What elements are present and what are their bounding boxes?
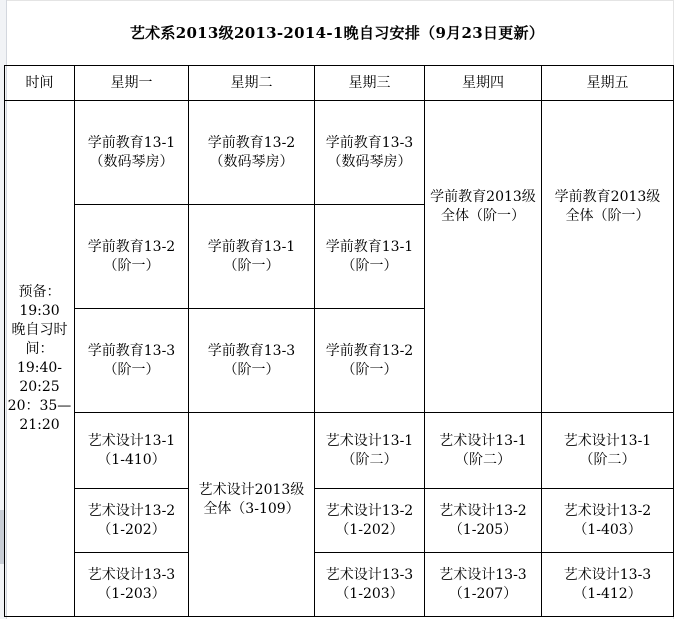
class-room: （数码琴房） xyxy=(89,153,174,170)
class-name: 艺术设计13-3 xyxy=(563,566,652,583)
cell-r3-wed[interactable] xyxy=(315,309,425,413)
cell-r4-thu[interactable] xyxy=(425,413,542,489)
cell-r1-tue[interactable] xyxy=(189,101,315,205)
cell-fri-preschool-merged[interactable] xyxy=(542,101,674,413)
class-room: 全体（阶一） xyxy=(565,207,650,224)
class-room: 全体（阶一） xyxy=(441,207,525,224)
cell-r5-fri[interactable] xyxy=(542,489,674,553)
time-note-line: 21:20 xyxy=(19,416,60,433)
class-name: 艺术设计13-3 xyxy=(87,566,176,583)
schedule-row-4 xyxy=(5,413,674,489)
class-room: （阶一） xyxy=(103,257,160,274)
time-note-line: 20:25 xyxy=(19,378,60,395)
class-room: （阶一） xyxy=(103,361,160,378)
class-room: （1-203） xyxy=(97,585,166,602)
class-name: 艺术设计13-3 xyxy=(439,566,527,583)
cell-r6-fri[interactable] xyxy=(542,553,674,617)
class-name: 艺术设计13-1 xyxy=(325,432,414,449)
class-name: 艺术设计2013级 xyxy=(198,481,305,498)
header-tuesday[interactable]: 星期二 xyxy=(189,66,315,101)
class-room: （1-202） xyxy=(97,521,166,538)
class-name: 艺术设计13-1 xyxy=(563,432,652,449)
time-note-line: 19:40- xyxy=(16,359,63,376)
class-name: 学前教育13-1 xyxy=(87,134,176,151)
cell-r4-wed[interactable] xyxy=(315,413,425,489)
class-name: 学前教育13-2 xyxy=(325,342,414,359)
cell-r1-wed[interactable] xyxy=(315,101,425,205)
class-name: 艺术设计13-2 xyxy=(325,502,414,519)
time-note-line: 预备： xyxy=(18,283,61,300)
class-room: （1-202） xyxy=(335,521,404,538)
header-monday[interactable]: 星期一 xyxy=(75,66,189,101)
class-room: （阶二） xyxy=(341,451,398,468)
class-name: 艺术设计13-3 xyxy=(325,566,414,583)
schedule-row-6 xyxy=(5,553,674,617)
class-room: （1-410） xyxy=(97,451,166,468)
class-name: 艺术设计13-1 xyxy=(87,432,176,449)
time-note-line: 19:30 xyxy=(19,302,60,319)
schedule-table xyxy=(4,65,674,617)
class-name: 学前教育13-1 xyxy=(207,238,296,255)
class-room: （1-412） xyxy=(573,585,642,602)
class-name: 学前教育13-1 xyxy=(325,238,414,255)
class-room: （1-207） xyxy=(448,585,518,602)
header-row xyxy=(5,66,674,101)
class-room: （阶一） xyxy=(341,361,398,378)
class-room: （阶二） xyxy=(579,451,636,468)
class-room: （阶一） xyxy=(341,257,398,274)
class-room: （数码琴房） xyxy=(209,153,294,170)
cell-r6-mon[interactable] xyxy=(75,553,189,617)
class-room: （阶二） xyxy=(455,451,511,468)
class-room: （1-403） xyxy=(573,521,642,538)
cell-thu-preschool-merged[interactable] xyxy=(425,101,542,413)
class-name: 学前教育13-3 xyxy=(325,134,414,151)
class-name: 艺术设计13-2 xyxy=(439,502,527,519)
cell-r3-mon[interactable] xyxy=(75,309,189,413)
header-thursday[interactable]: 星期四 xyxy=(425,66,542,101)
cell-r2-mon[interactable] xyxy=(75,205,189,309)
class-name: 学前教育13-3 xyxy=(87,342,176,359)
cell-r5-wed[interactable] xyxy=(315,489,425,553)
time-note-cell[interactable] xyxy=(5,101,75,617)
class-room: （阶一） xyxy=(223,257,280,274)
header-wednesday[interactable]: 星期三 xyxy=(315,66,425,101)
cell-r5-mon[interactable] xyxy=(75,489,189,553)
time-note-line: 间： xyxy=(25,340,54,357)
cell-r6-wed[interactable] xyxy=(315,553,425,617)
class-room: （阶一） xyxy=(223,361,280,378)
class-name: 学前教育13-2 xyxy=(207,134,296,151)
header-time[interactable]: 时间 xyxy=(5,66,75,101)
time-note-line: 晚自习时 xyxy=(11,321,68,338)
cell-r4-mon[interactable] xyxy=(75,413,189,489)
class-name: 学前教育2013级 xyxy=(430,188,536,205)
cell-r3-tue[interactable] xyxy=(189,309,315,413)
time-note-line: 20：35— xyxy=(7,397,72,414)
class-name: 学前教育2013级 xyxy=(554,188,661,205)
class-room: 全体（3-109） xyxy=(203,500,300,517)
cell-r4-fri[interactable] xyxy=(542,413,674,489)
class-name: 艺术设计13-1 xyxy=(439,432,527,449)
schedule-row-1 xyxy=(5,101,674,205)
class-name: 学前教育13-2 xyxy=(87,238,176,255)
class-name: 艺术设计13-2 xyxy=(563,502,652,519)
class-name: 学前教育13-3 xyxy=(207,342,296,359)
sheet-title: 艺术系2013级2013-2014-1晚自习安排（9月23日更新） xyxy=(129,23,545,42)
header-friday[interactable]: 星期五 xyxy=(542,66,674,101)
cell-r2-tue[interactable] xyxy=(189,205,315,309)
class-name: 艺术设计13-2 xyxy=(87,502,176,519)
schedule-row-5 xyxy=(5,489,674,553)
cell-r5-thu[interactable] xyxy=(425,489,542,553)
class-room: （数码琴房） xyxy=(327,153,412,170)
class-room: （1-205） xyxy=(448,521,518,538)
class-room: （1-203） xyxy=(335,585,404,602)
cell-r6-thu[interactable] xyxy=(425,553,542,617)
cell-r1-mon[interactable] xyxy=(75,101,189,205)
cell-tue-design-merged[interactable] xyxy=(189,413,315,617)
cell-r2-wed[interactable] xyxy=(315,205,425,309)
